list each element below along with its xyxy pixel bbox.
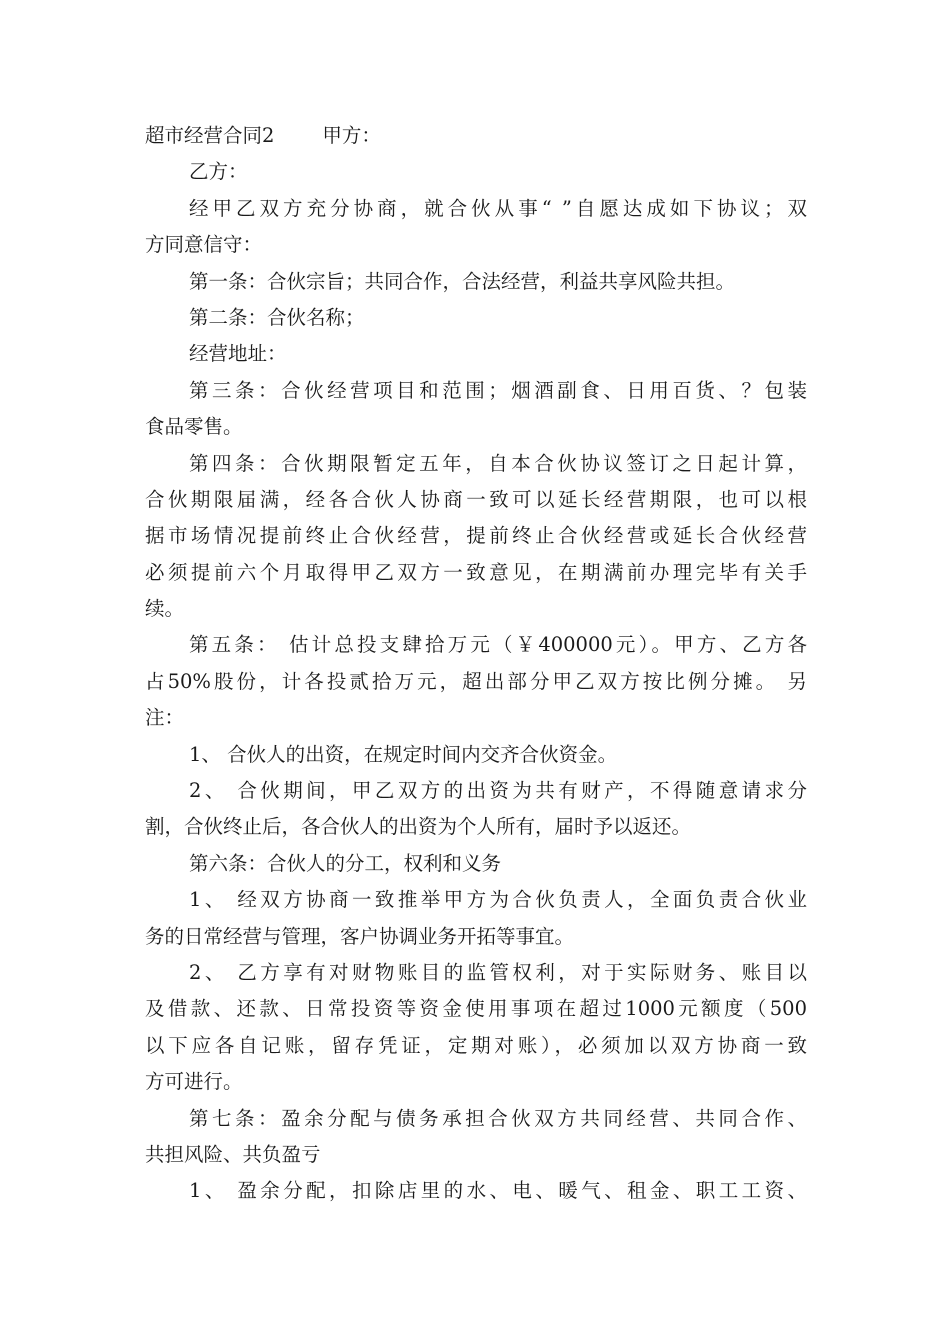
paragraph-line: 以下应各自记账，留存凭证，定期对账），必须加以双方协商一致 xyxy=(145,1033,807,1057)
paragraph-line: 经甲乙双方充分协商，就合伙从事“ ”自愿达成如下协议；双 xyxy=(189,196,807,220)
paragraph-line: 务的日常经营与管理，客户协调业务开拓等事宜。 xyxy=(145,924,575,948)
paragraph-line: 第六条：合伙人的分工，权利和义务 xyxy=(189,851,502,875)
contract-document xyxy=(145,118,807,1210)
paragraph-line: 占50%股份，计各投贰拾万元，超出部分甲乙双方按比例分摊。 另 xyxy=(145,669,807,693)
paragraph-line: 续。 xyxy=(145,597,185,621)
paragraph-line: 注： xyxy=(145,706,185,730)
paragraph-line: 第一条：合伙宗旨；共同合作，合法经营，利益共享风险共担。 xyxy=(189,269,736,293)
party-b-line: 乙方： xyxy=(189,160,248,184)
paragraph-line: 第二条：合伙名称； xyxy=(189,305,365,329)
paragraph-line: 1、 合伙人的出资，在规定时间内交齐合伙资金。 xyxy=(189,742,618,766)
paragraph-line: 2、 乙方享有对财物账目的监管权利，对于实际财务、账目以 xyxy=(189,960,807,984)
paragraph-line: 1、 盈余分配，扣除店里的水、电、暖气、租金、职工工资、 xyxy=(189,1179,807,1203)
party-a-label: 甲方： xyxy=(322,124,381,147)
paragraph-line: 合伙期限届满，经各合伙人协商一致可以延长经营期限，也可以根 xyxy=(145,487,807,511)
document-title: 超市经营合同2 xyxy=(145,124,275,147)
paragraph-line: 经营地址： xyxy=(189,342,287,366)
paragraph-line: 第四条：合伙期限暂定五年，自本合伙协议签订之日起计算， xyxy=(189,451,807,475)
paragraph-line: 食品零售。 xyxy=(145,415,243,439)
paragraph-line: 1、 经双方协商一致推举甲方为合伙负责人，全面负责合伙业 xyxy=(189,888,807,912)
paragraph-line: 方同意信守： xyxy=(145,233,263,257)
paragraph-line: 据市场情况提前终止合伙经营，提前终止合伙经营或延长合伙经营 xyxy=(145,524,807,548)
title-line xyxy=(145,118,807,154)
paragraph-line: 及借款、还款、日常投资等资金使用事项在超过1000元额度（500 xyxy=(145,997,807,1021)
paragraph-line: 方可进行。 xyxy=(145,1070,243,1094)
paragraph-line: 第五条： 估计总投支肆拾万元（￥400000元）。甲方、乙方各 xyxy=(189,633,807,657)
paragraph-line: 第七条：盈余分配与债务承担合伙双方共同经营、共同合作、 xyxy=(189,1106,807,1130)
paragraph-line: 割，合伙终止后，各合伙人的出资为个人所有，届时予以返还。 xyxy=(145,815,692,839)
paragraph-line: 第三条：合伙经营项目和范围；烟酒副食、日用百货、？包装 xyxy=(189,378,807,402)
paragraph-line: 共担风险、共负盈亏 xyxy=(145,1142,321,1166)
paragraph-line: 必须提前六个月取得甲乙双方一致意见，在期满前办理完毕有关手 xyxy=(145,560,807,584)
paragraph-line: 2、 合伙期间，甲乙双方的出资为共有财产，不得随意请求分 xyxy=(189,779,807,803)
